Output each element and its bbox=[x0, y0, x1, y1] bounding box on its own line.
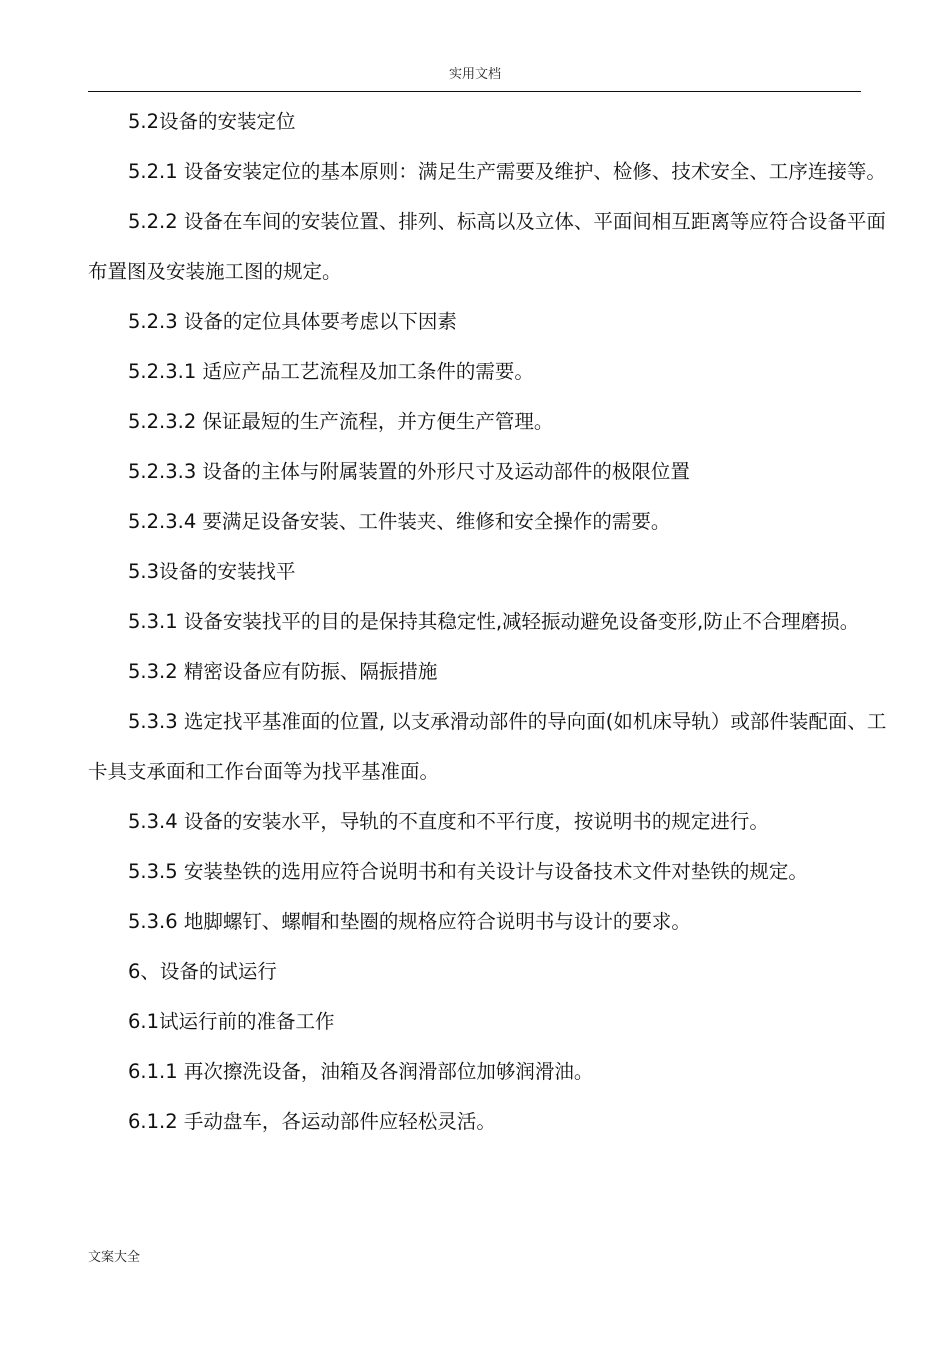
header-divider bbox=[88, 91, 861, 92]
paragraph-5-2-2: 5.2.2 设备在车间的安装位置、排列、标高以及立体、平面间相互距离等应符合设备平面布置图及安装施工图的规定。 bbox=[88, 210, 886, 283]
page-footer: 文案大全 bbox=[88, 1250, 141, 1265]
document-body bbox=[88, 97, 888, 1147]
paragraph-5-2-3: 5.2.3 设备的定位具体要考虑以下因素 bbox=[128, 310, 457, 333]
paragraph-5-2-3-3: 5.2.3.3 设备的主体与附属装置的外形尺寸及运动部件的极限位置 bbox=[128, 460, 690, 483]
paragraph-5-3-2: 5.3.2 精密设备应有防振、隔振措施 bbox=[128, 660, 438, 683]
paragraph-6-1-2: 6.1.2 手动盘车，各运动部件应轻松灵活。 bbox=[128, 1110, 496, 1133]
paragraph-5-3-5: 5.3.5 安装垫铁的选用应符合说明书和有关设计与设备技术文件对垫铁的规定。 bbox=[128, 860, 808, 883]
paragraph-5-3-4: 5.3.4 设备的安装水平，导轨的不直度和不平行度，按说明书的规定进行。 bbox=[128, 810, 769, 833]
header-title: 实用文档 bbox=[448, 67, 501, 82]
paragraph-5-2-3-4: 5.2.3.4 要满足设备安装、工件装夹、维修和安全操作的需要。 bbox=[128, 510, 671, 533]
paragraph-5-2: 5.2设备的安装定位 bbox=[128, 110, 296, 133]
paragraph-5-3: 5.3设备的安装找平 bbox=[128, 560, 296, 583]
paragraph-5-3-3: 5.3.3 选定找平基准面的位置, 以支承滑动部件的导向面(如机床导轨）或部件装配面、工卡具支承面和工作台面等为找平基准面。 bbox=[88, 710, 887, 783]
heading-6: 6、设备的试运行 bbox=[128, 960, 277, 983]
paragraph-5-3-6: 5.3.6 地脚螺钉、螺帽和垫圈的规格应符合说明书与设计的要求。 bbox=[128, 910, 691, 933]
paragraph-5-3-1: 5.3.1 设备安装找平的目的是保持其稳定性,减轻振动避免设备变形,防止不合理磨损。 bbox=[128, 610, 860, 633]
paragraph-6-1-1: 6.1.1 再次擦洗设备，油箱及各润滑部位加够润滑油。 bbox=[128, 1060, 594, 1083]
paragraph-5-2-3-2: 5.2.3.2 保证最短的生产流程，并方便生产管理。 bbox=[128, 410, 554, 433]
paragraph-6-1: 6.1试运行前的准备工作 bbox=[128, 1010, 335, 1033]
paragraph-5-2-3-1: 5.2.3.1 适应产品工艺流程及加工条件的需要。 bbox=[128, 360, 534, 383]
paragraph-5-2-1: 5.2.1 设备安装定位的基本原则：满足生产需要及维护、检修、技术安全、工序连接等。 bbox=[128, 160, 886, 183]
